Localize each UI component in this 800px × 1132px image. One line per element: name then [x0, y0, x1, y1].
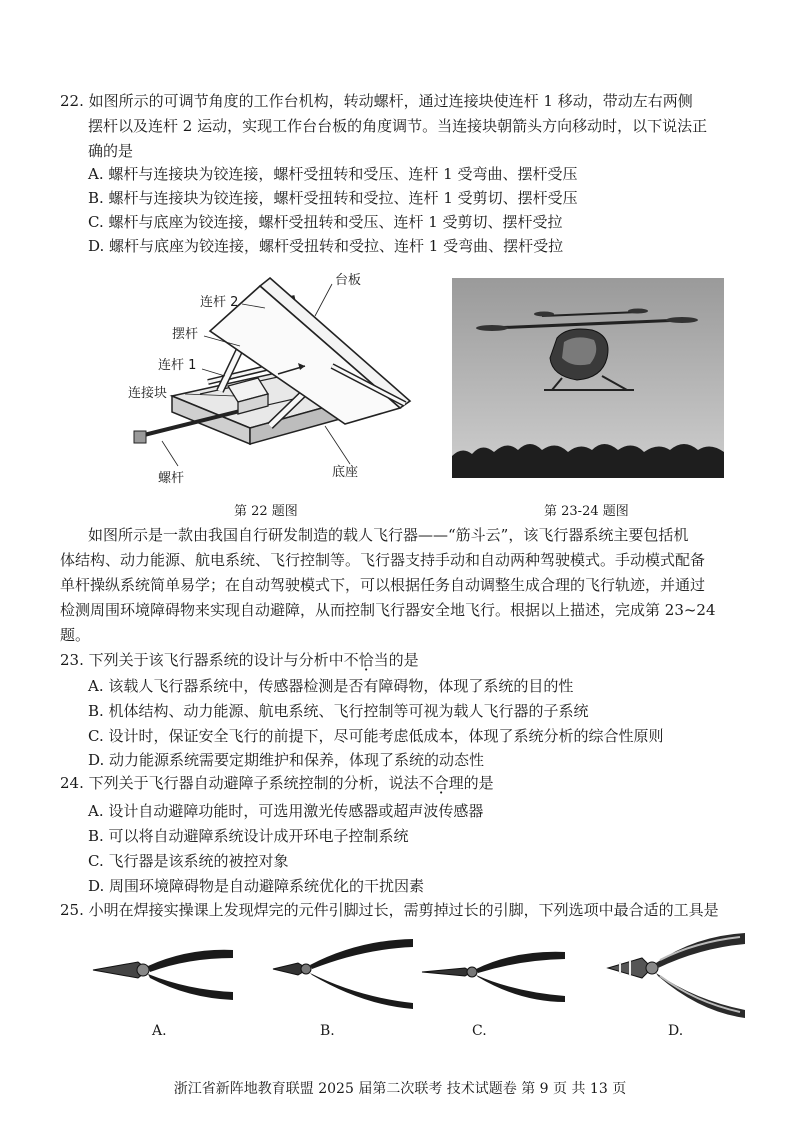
fig23-caption: 第 23-24 题图 [544, 504, 629, 519]
q22-option-c: C. 螺杆与底座为铰连接，螺杆受扭转和受压、连杆 1 受剪切、摆杆受拉 [88, 213, 563, 231]
label-base: 底座 [332, 465, 359, 480]
q24-emphasis: 不合理 [418, 774, 464, 792]
intro-line-3: 单杆操纵系统简单易学；在自动驾驶模式下，可以根据任务自动调整生成合理的飞行轨迹，并通过 [60, 576, 706, 594]
tool-a-label: A. [152, 1023, 167, 1039]
label-screw: 螺杆 [158, 471, 185, 486]
manned-aircraft-photo [452, 278, 724, 478]
q25-stem: 25. 小明在焊接实操课上发现焊完的元件引脚过长，需剪掉过长的引脚，下列选项中最合适的工具是 [60, 901, 719, 919]
diagonal-cutters-icon [268, 935, 418, 1010]
page-footer: 浙江省新阵地教育联盟 2025 届第二次联考 技术试题卷 第 9 页 共 13 页 [173, 1081, 627, 1097]
label-link-1: 连杆 1 [158, 358, 197, 373]
q23-emphasis: 不恰当 [343, 651, 389, 669]
q24-option-c: C. 飞行器是该系统的被控对象 [88, 852, 289, 870]
q23-option-b: B. 机体结构、动力能源、航电系统、飞行控制等可视为载人飞行器的子系统 [88, 702, 589, 720]
q23-stem-start: 23. 下列关于该飞行器系统的设计与分析中 [60, 651, 344, 669]
intro-line-4: 检测周围环境障碍物来实现自动避障，从而控制飞行器安全地飞行。根据以上描述，完成第 23~24 [60, 601, 716, 619]
q24-option-a: A. 设计自动避障功能时，可选用激光传感器或超声波传感器 [88, 802, 484, 820]
label-taiban: 台板 [335, 273, 362, 288]
worktable-mechanism-figure [110, 266, 430, 491]
label-rocker: 摆杆 [172, 327, 199, 342]
q24-option-b: B. 可以将自动避障系统设计成开环电子控制系统 [88, 827, 409, 845]
q23-option-d: D. 动力能源系统需要定期维护和保养，体现了系统的动态性 [88, 751, 485, 769]
q24-stem [60, 772, 494, 794]
q23-option-a: A. 该载人飞行器系统中，传感器检测是否有障碍物，体现了系统的目的性 [88, 677, 574, 695]
q23-option-c: C. 设计时，保证安全飞行的前提下，尽可能考虑低成本，体现了系统分析的综合性原则 [88, 727, 664, 745]
intro-line-5: 题。 [60, 626, 91, 644]
q22-option-a: A. 螺杆与连接块为铰连接，螺杆受扭转和受压、连杆 1 受弯曲、摆杆受压 [88, 165, 578, 183]
wire-strippers-icon [600, 928, 750, 1018]
combination-pliers-icon [88, 940, 238, 1010]
label-connecting-block: 连接块 [128, 386, 168, 401]
intro-line-2: 体结构、动力能源、航电系统、飞行控制等。飞行器支持手动和自动两种驾驶模式。手动模式配备 [60, 551, 706, 569]
intro-line-1: 如图所示是一款由我国自行研发制造的载人飞行器——“筋斗云”，该飞行器系统主要包括机 [88, 526, 689, 544]
tool-d-label: D. [668, 1023, 684, 1039]
label-link-2: 连杆 2 [200, 295, 239, 310]
needle-nose-pliers-icon [420, 940, 570, 1010]
tool-c-label: C. [472, 1023, 487, 1039]
q23-stem [60, 649, 419, 671]
q22-option-b: B. 螺杆与连接块为铰连接，螺杆受扭转和受拉、连杆 1 受剪切、摆杆受压 [88, 189, 578, 207]
q24-stem-end: 的是 [463, 774, 494, 792]
q22-stem-line-2: 摆杆以及连杆 2 运动，实现工作台台板的角度调节。当连接块朝箭头方向移动时，以下说法正 [88, 117, 708, 135]
q22-stem-line-1: 22. 如图所示的可调节角度的工作台机构，转动螺杆，通过连接块使连杆 1 移动，带动左右两侧 [60, 92, 693, 110]
q24-option-d: D. 周围环境障碍物是自动避障系统优化的干扰因素 [88, 877, 425, 895]
q24-stem-start: 24. 下列关于飞行器自动避障子系统控制的分析，说法 [60, 774, 419, 792]
fig22-caption: 第 22 题图 [234, 504, 298, 519]
q22-option-d: D. 螺杆与底座为铰连接，螺杆受扭转和受拉、连杆 1 受弯曲、摆杆受拉 [88, 237, 564, 255]
q22-stem-line-3: 确的是 [88, 142, 134, 160]
tool-b-label: B. [320, 1023, 335, 1039]
q23-stem-end: 的是 [388, 651, 419, 669]
